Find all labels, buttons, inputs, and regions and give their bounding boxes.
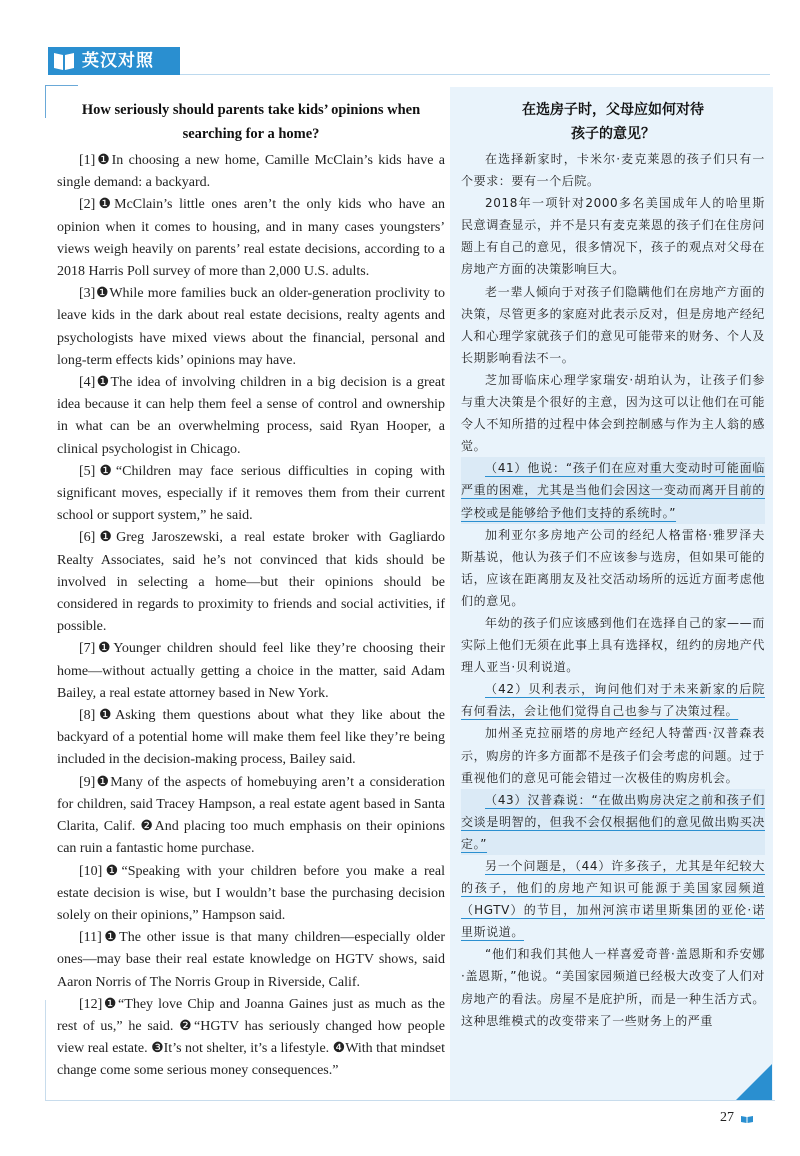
- chinese-title-line: 孩子的意见？: [571, 126, 655, 142]
- english-paragraph: [3]❶While more families buck an older-generation proclivity to leave kids in the dark about real estate decisions, realty agents and psychologists have mixed views about the financial, personal and long-term effects kids’ opinions may have.: [57, 286, 445, 368]
- page-corner-decoration: [736, 1064, 772, 1100]
- english-paragraph: [2]❶McClain’s little ones aren’t the only kids who have an opinion when it comes to housing, and in many cases youngsters’ views weigh heavily on parents’ real estate decisions, according to a 2018 Harris Poll survey of more than 2,000 U.S. adults.: [57, 197, 445, 280]
- frame-left-edge: [45, 1000, 46, 1100]
- section-title: 英汉对照: [82, 51, 154, 71]
- chinese-paragraph: 芝加哥临床心理学家瑞安·胡珀认为，让孩子们参与重大决策是个很好的主意，因为这可以让他们在可能令人不知所措的过程中体会到控制感与作为主人翁的感觉。: [461, 372, 765, 454]
- chinese-title: [461, 98, 765, 146]
- english-paragraph: [6]❶Greg Jaroszewski, a real estate broker with Gagliardo Realty Associates, said he’s not convinced that kids should be involved in selecting a home—but their opinions should be considered in regards to proximity to friends and social activities, if possible.: [57, 530, 445, 635]
- header-divider: [180, 74, 770, 75]
- english-paragraph: [9]❶Many of the aspects of homebuying aren’t a consideration for children, said Tracey Hampson, a real estate agent based in Santa Clarita, Calif. ❷And placing too much emphasis on their opinions can ruin a fantastic home purchase.: [57, 774, 445, 857]
- page-header: [0, 0, 800, 82]
- chinese-title-line: 在选房子时，父母应如何对待: [522, 102, 704, 118]
- english-paragraph: [4]❶The idea of involving children in a big decision is a great idea because it can help them feel a sense of control and ownership in what can be an overwhelming process, said Ryan Hooper, a clinical psychologist in Chicago.: [57, 375, 445, 457]
- chinese-paragraph: 年幼的孩子们应该感到他们在选择自己的家——而实际上他们无须在此事上具有选择权，纽约的房地产代理人亚当·贝利说道。: [461, 615, 765, 675]
- english-paragraph: [8]❶Asking them questions about what they like about the backyard of a potential home will make them feel like they’re being included in the decision-making process, Bailey said.: [57, 708, 445, 768]
- highlighted-answer-43: （43）汉普森说：“在做出购房决定之前和孩子们交谈是明智的，但我不会仅根据他们的意见做出购买决定。”: [461, 789, 765, 855]
- book-icon: [740, 1114, 754, 1124]
- page-number: 27: [720, 1110, 734, 1125]
- book-icon: [52, 50, 76, 72]
- chinese-paragraph: 老一辈人倾向于对孩子们隐瞒他们在房地产方面的决策，尽管更多的家庭对此表示反对，但是房地产经纪人和心理学家就孩子们的意见可能带来的财务、个人及长期影响看法不一。: [461, 284, 765, 365]
- highlighted-answer-44: 另一个问题是，（44）许多孩子，尤其是年纪较大的孩子，他们的房地产知识可能源于美国家园频道（HGTV）的节目，加州河滨市诺里斯集团的亚伦·诺里斯说道。: [461, 859, 765, 940]
- chinese-paragraph: 加州圣克拉丽塔的房地产经纪人特蕾西·汉普森表示，购房的许多方面都不是孩子们会考虑的问题。过于重视他们的意见可能会错过一次极佳的购房机会。: [461, 726, 765, 785]
- chinese-paragraph: “他们和我们其他人一样喜爱奇普·盖恩斯和乔安娜·盖恩斯，”他说。“美国家园频道已经极大改变了人们对房地产的看法。房屋不是庇护所，而是一种生活方式。这种思维模式的改变带来了一些财务上的严重: [461, 947, 765, 1028]
- chinese-paragraph: 加利亚尔多房地产公司的经纪人格雷格·雅罗泽夫斯基说，他认为孩子们不应该参与选房，但如果可能的话，应该在距离朋友及社交活动场所的远近方面考虑他们的意见。: [461, 527, 765, 608]
- chinese-paragraph: 在选择新家时，卡米尔·麦克莱恩的孩子们只有一个要求：要有一个后院。: [461, 152, 765, 189]
- english-paragraph: [5]❶“Children may face serious difficulties in coping with significant moves, especially if it removes them from their current school or support system,” he said.: [57, 463, 445, 524]
- english-paragraph: [7]❶Younger children should feel like they’re choosing their home—without actually getting a choice in the matter, said Adam Bailey, a real estate attorney based in New York.: [57, 641, 445, 701]
- highlighted-answer-41: （41）他说：“孩子们在应对重大变动时可能面临严重的困难，尤其是当他们会因这一变动而离开目前的学校或是能够给予他们支持的系统时。”: [461, 457, 765, 523]
- english-paragraph: [11]❶The other issue is that many children—especially older ones—may base their real estate knowledge on HGTV shows, said Aaron Norris of The Norris Group in Riverside, Calif.: [57, 930, 445, 990]
- chinese-translation: [461, 98, 765, 1032]
- english-article: [57, 98, 445, 1083]
- english-paragraph: [12]❶“They love Chip and Joanna Gaines just as much as the rest of us,” he said. ❷“HGTV has seriously changed how people view real estate. ❸It’s not shelter, it’s a lifestyle. ❹With that mindset change come some serious money consequences.”: [57, 996, 445, 1079]
- chinese-paragraph: 2018年一项针对2000多名美国成年人的哈里斯民意调查显示，并不是只有麦克莱恩的孩子们在住房问题上有自己的意见，很多情况下，孩子的观点对父母在房地产方面的决策影响巨大。: [461, 196, 765, 277]
- english-paragraph: [10]❶“Speaking with your children before you make a real estate decision is wise, but I wouldn’t base the purchasing decision solely on their opinions,” Hampson said.: [57, 863, 445, 923]
- english-paragraph: [1]❶In choosing a new home, Camille McClain’s kids have a single demand: a backyard.: [57, 153, 445, 191]
- highlighted-answer-42: （42）贝利表示，询问他们对于未来新家的后院有何看法，会让他们觉得自己也参与了决策过程。: [461, 682, 765, 719]
- frame-bottom-edge: [45, 1100, 775, 1101]
- english-title: How seriously should parents take kids’ opinions when searching for a home?: [81, 102, 421, 142]
